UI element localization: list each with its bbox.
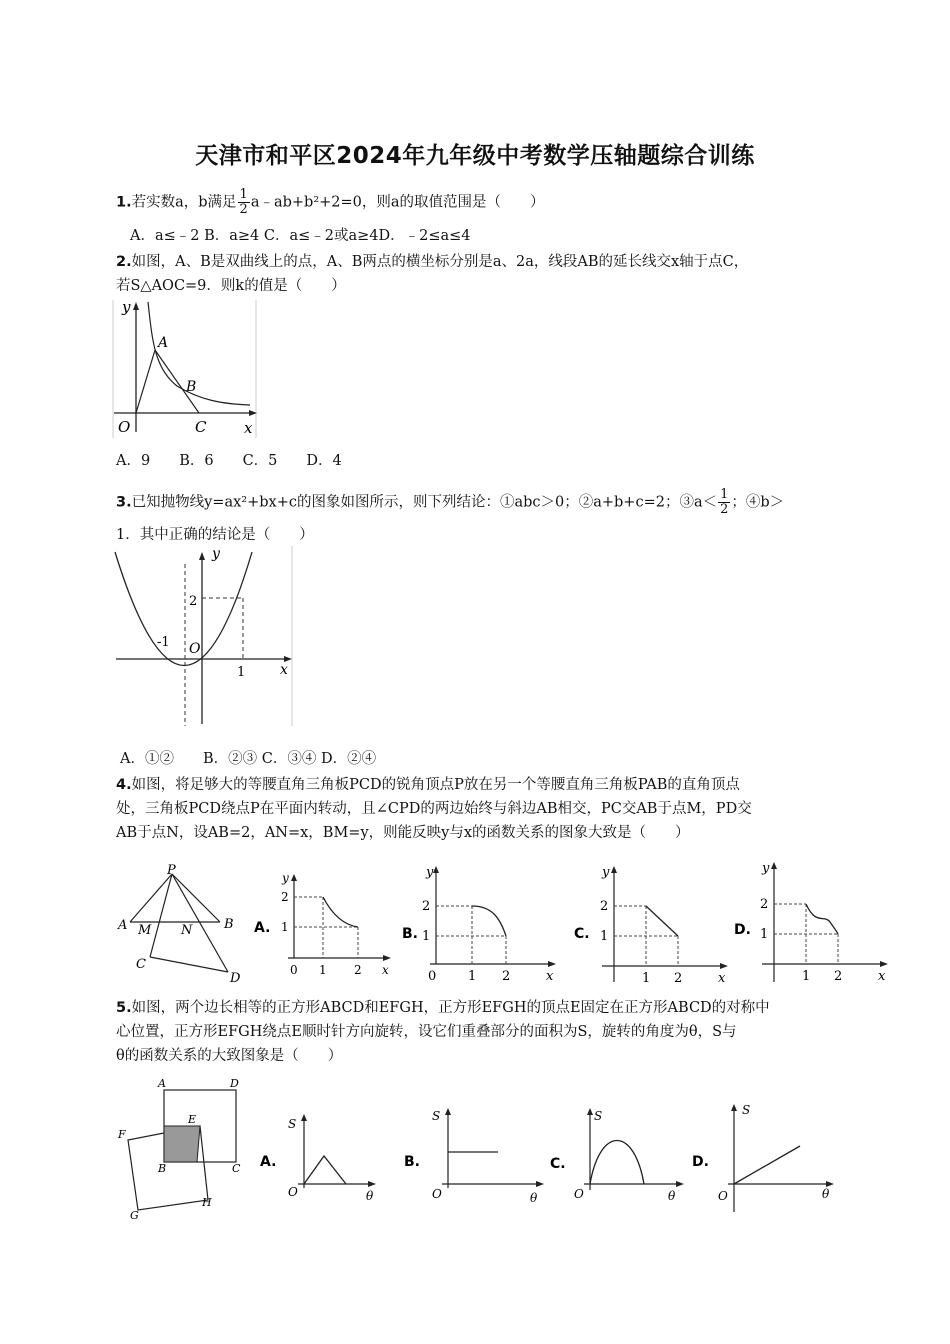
axis-label-theta: θ	[822, 1187, 830, 1201]
origin-label: 0	[290, 963, 298, 976]
tick-label: 2	[502, 969, 511, 982]
origin-label: O	[432, 1187, 442, 1201]
option-graph-a	[252, 866, 392, 976]
axis-label-s: S	[432, 1109, 441, 1123]
origin-label: O	[118, 418, 131, 436]
tick-label: 1	[281, 920, 289, 934]
origin-label: O	[288, 1185, 298, 1199]
point-label: E	[188, 1113, 197, 1126]
origin-label: O	[574, 1187, 584, 1201]
question-5	[116, 998, 770, 1018]
option-graph-c	[572, 860, 732, 982]
axis-label-x: x	[244, 419, 253, 437]
tick-label: 2	[600, 899, 609, 914]
question-2-options: A．9 B．6 C．5 D．4	[116, 453, 342, 469]
question-3-options: A．①② B．②③ C．③④ D．②④	[120, 751, 377, 767]
axis-label-y: y	[426, 865, 434, 880]
question-text: 如图，A、B是双曲线上的点，A、B两点的横坐标分别是a、2a，线段AB的延长线交x轴于点C，	[131, 254, 749, 270]
axis-label-x: x	[546, 969, 554, 982]
point-label: C	[232, 1162, 241, 1175]
option-graph-c	[548, 1106, 688, 1206]
axis-label-x: x	[280, 662, 288, 678]
axis-label-theta: θ	[530, 1191, 538, 1204]
option-label: A.	[260, 1154, 277, 1170]
point-label: D	[230, 1077, 239, 1090]
question-text: 如图，将足够大的等腰直角三角板PCD的锐角顶点P放在另一个等腰直角三角板PAB的直角顶点	[131, 777, 740, 793]
axis-label-y: y	[212, 546, 220, 562]
tick-label: 1	[422, 929, 431, 944]
tick-label: 2	[189, 594, 198, 609]
option-label: A.	[254, 920, 271, 936]
question-text: 心位置，正方形EFGH绕点E顺时针方向旋转，设它们重叠部分的面积为S，旋转的角度为θ，S与	[116, 1024, 737, 1040]
question-3	[116, 488, 784, 517]
question-2	[116, 252, 748, 272]
parabola-figure	[112, 546, 294, 728]
option-label: C.	[550, 1156, 566, 1172]
point-label: G	[130, 1209, 139, 1220]
axis-label-x: x	[718, 971, 726, 982]
tick-label: 2	[760, 897, 769, 912]
tick-label: 1	[237, 665, 246, 680]
question-text: 1．其中正确的结论是（ ）	[116, 527, 314, 543]
point-label: B	[224, 917, 234, 932]
point-label-c: C	[195, 418, 207, 436]
question-number: 4.	[116, 777, 132, 793]
tick-label: 1	[802, 969, 811, 982]
point-label: C	[136, 957, 146, 972]
question-1-options: A．a≤﹣2 B．a≥4 C．a≤﹣2或a≥4D．﹣2≤a≤4	[130, 228, 471, 244]
option-label: C.	[574, 926, 590, 942]
question-4	[116, 775, 740, 795]
question-number: 5.	[116, 1000, 132, 1016]
axis-label-x: x	[878, 969, 886, 982]
axis-label-s: S	[288, 1117, 297, 1131]
origin-label: 0	[428, 969, 437, 982]
option-label: D.	[734, 922, 751, 938]
tick-label: 1	[468, 969, 477, 982]
point-label: A	[158, 1077, 166, 1090]
question-text: AB于点N，设AB=2，AN=x，BM=y，则能反映y与x的函数关系的图象大致是（ ）	[116, 825, 690, 841]
squares-figure	[112, 1076, 252, 1220]
point-label: B	[158, 1162, 167, 1175]
option-graph-b	[400, 860, 560, 982]
axis-label-y: y	[122, 298, 131, 316]
hyperbola-figure	[112, 298, 260, 440]
option-label: B.	[404, 1154, 420, 1170]
option-graph-d	[732, 856, 892, 982]
tick-label: 1	[760, 927, 769, 942]
tick-label: 2	[422, 899, 431, 914]
question-text: a﹣ab+b²+2=0，则a的取值范围是（ ）	[250, 194, 545, 211]
option-graph-b	[402, 1104, 548, 1204]
axis-label-theta: θ	[668, 1189, 676, 1203]
axis-label-theta: θ	[366, 1189, 374, 1203]
question-text: 若实数a，b满足	[131, 194, 237, 211]
point-label-a: A	[158, 335, 169, 351]
point-label: D	[230, 971, 241, 986]
point-label: H	[202, 1196, 212, 1209]
question-number: 1.	[116, 194, 132, 211]
point-label: P	[167, 863, 176, 878]
tick-label: 1	[642, 971, 651, 982]
question-text: ；④b＞	[731, 494, 785, 511]
axis-label-x: x	[382, 963, 389, 976]
option-label: B.	[402, 926, 418, 942]
axis-label-s: S	[594, 1109, 603, 1123]
tick-label: 2	[281, 890, 289, 904]
origin-label: O	[189, 641, 201, 657]
question-number: 3.	[116, 494, 132, 511]
option-graph-a	[258, 1110, 378, 1206]
point-label-b: B	[186, 379, 197, 395]
tick-label: 1	[319, 963, 327, 976]
fraction: $\frac{1}{2}$	[720, 487, 729, 517]
triangle-figure	[112, 862, 254, 986]
point-label: N	[181, 923, 193, 938]
question-text: 如图，两个边长相等的正方形ABCD和EFGH，正方形EFGH的顶点E固定在正方形ABCD的对称中	[131, 1000, 770, 1016]
question-number: 2.	[116, 254, 132, 270]
axis-label-y: y	[282, 871, 289, 885]
tick-label: 1	[600, 929, 609, 944]
point-label: M	[138, 923, 152, 938]
tick-label: -1	[157, 635, 170, 650]
question-text: θ的函数关系的大致图象是（ ）	[116, 1048, 343, 1064]
option-graph-d	[690, 1100, 840, 1216]
page-title: 天津市和平区2024年九年级中考数学压轴题综合训练	[195, 143, 755, 169]
axis-label-y: y	[762, 861, 770, 876]
tick-label: 2	[354, 963, 362, 976]
question-1	[116, 188, 545, 217]
axis-label-y: y	[602, 865, 610, 880]
point-label: F	[118, 1128, 126, 1141]
question-text: 处，三角板PCD绕点P在平面内转动，且∠CPD的两边始终与斜边AB相交，PC交AB于点M，PD交	[116, 801, 752, 817]
tick-label: 2	[674, 971, 683, 982]
axis-label-s: S	[742, 1103, 751, 1117]
point-label: A	[118, 918, 128, 933]
origin-label: O	[718, 1189, 728, 1203]
fraction: $\frac{1}{2}$	[239, 187, 248, 217]
question-text: 已知抛物线y=ax²+bx+c的图象如图所示，则下列结论：①abc＞0；②a+b+c=2；③a＜	[131, 494, 718, 511]
question-text: 若S△AOC=9．则k的值是（ ）	[116, 278, 346, 294]
option-label: D.	[692, 1154, 709, 1170]
tick-label: 2	[834, 969, 843, 982]
